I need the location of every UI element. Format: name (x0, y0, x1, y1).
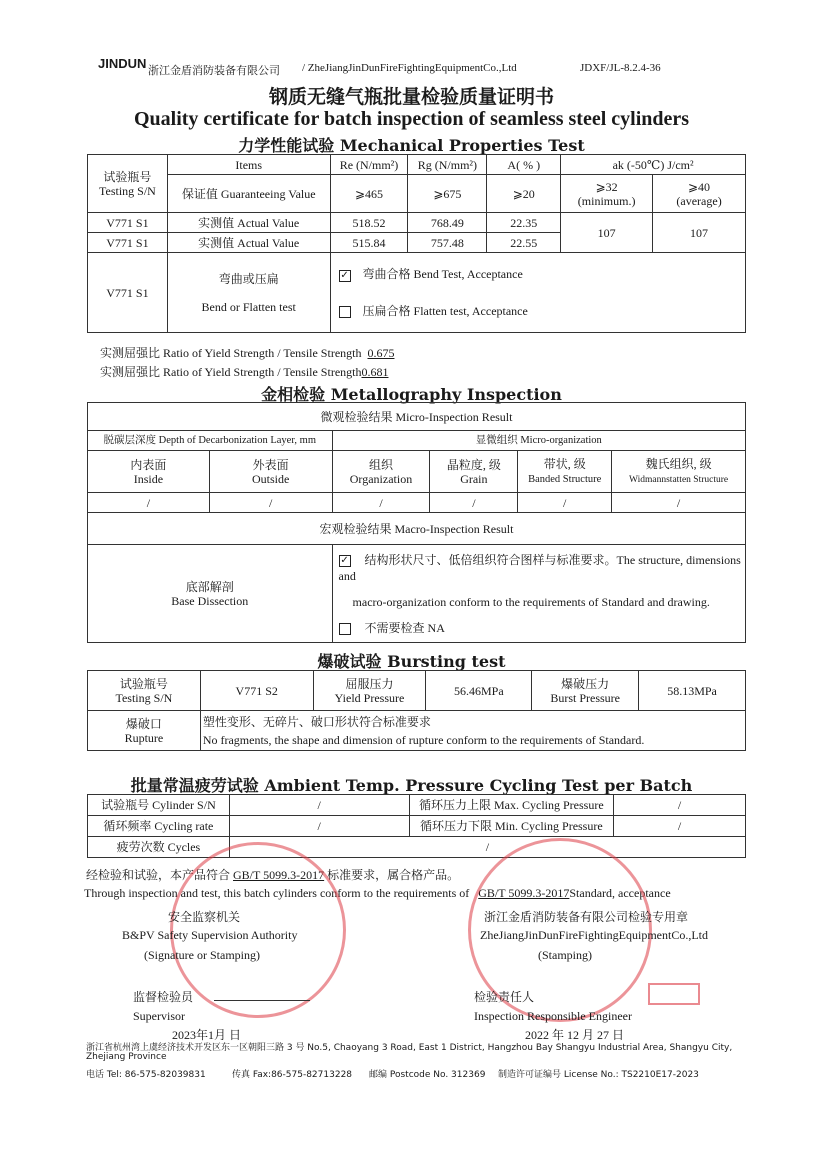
bend-sn: V771 S1 (88, 253, 168, 333)
table-row (88, 795, 746, 816)
cycles-label: 疲劳次数 Cycles (88, 837, 230, 858)
cycling-rate-value: / (229, 816, 409, 837)
supervisor-date: 2023年1月 日 (172, 1028, 242, 1042)
footer-postcode: 邮编 Postcode No. 312369 (369, 1070, 486, 1080)
company-name-en: / ZheJiangJinDunFireFightingEquipmentCo.,Ltd (302, 62, 517, 74)
company-stamping-note: (Stamping) (538, 948, 592, 962)
na-checkbox (339, 623, 351, 635)
yield-label: 屈服压力 Yield Pressure (313, 671, 426, 711)
max-pressure-label: 循环压力上限 Max. Cycling Pressure (409, 795, 614, 816)
val-grain: / (430, 493, 518, 513)
mech-table (87, 154, 746, 333)
cycle-section-title: 批量常温疲劳试验 Ambient Temp. Pressure Cycling Test per Batch (130, 776, 693, 795)
row2-rg: 757.48 (408, 233, 487, 253)
base-dissection-label: 底部解剖 Base Dissection (88, 545, 333, 643)
company-stamp-cn: 浙江金盾消防装备有限公司检验专用章 (484, 910, 689, 924)
conclusion-cn: 经检验和试验，本产品符合 GB/T 5099.3-2017 标准要求，属合格产品。 (86, 868, 460, 882)
title-cn: 钢质无缝气瓶批量检验质量证明书 (268, 86, 554, 108)
bend-acceptance: 弯曲合格 Bend Test, Acceptance (362, 267, 523, 282)
macro-text-1: 结构形状尺寸、低倍组织符合图样与标准要求。The structure, dimensions and (338, 552, 741, 583)
standard-cn: GB/T 5099.3-2017 (233, 868, 325, 882)
table-row (88, 816, 746, 837)
document-code: JDXF/JL-8.2.4-36 (580, 62, 661, 74)
table-row (88, 493, 746, 513)
supervisor-en: Supervisor (133, 1009, 185, 1023)
standard-en: GB/T 5099.3-2017 (478, 886, 570, 900)
ratio-line-2: 实测屈强比 Ratio of Yield Strength / Tensile Strength0.681 (100, 365, 389, 379)
na-label: 不需要检查 NA (364, 620, 445, 635)
col-organization: 组织 Organization (332, 451, 430, 493)
cycle-table (87, 794, 746, 858)
row2-label: 实测值 Actual Value (167, 233, 330, 253)
company-logo: JINDUN (98, 56, 147, 71)
table-row (88, 837, 746, 858)
re-header: Re (N/mm²) (330, 155, 408, 175)
engineer-seal-stamp (648, 983, 700, 1005)
guarantee-label: 保证值 Guaranteeing Value (167, 175, 330, 213)
cycles-value: / (229, 837, 745, 858)
ak-header: ak (-50℃) J/cm² (561, 155, 746, 175)
company-stamp-en: ZheJiangJinDunFireFightingEquipmentCo.,Ltd (480, 928, 708, 942)
bend-results (330, 253, 745, 333)
ratio-line-1: 实测屈强比 Ratio of Yield Strength / Tensile Strength 0.675 (100, 346, 395, 360)
flatten-acceptance: 压扁合格 Flatten test, Acceptance (362, 303, 528, 318)
guarantee-re: ⩾465 (330, 175, 408, 213)
row1-rg: 768.49 (408, 213, 487, 233)
cycling-rate-label: 循环频率 Cycling rate (88, 816, 230, 837)
macro-checkbox: ✓ (340, 554, 349, 566)
guarantee-rg: ⩾675 (408, 175, 487, 213)
macro-result (332, 545, 745, 643)
col-widmannstatten: 魏氏组织, 级 Widmannstatten Structure (612, 451, 746, 493)
engineer-date: 2022 年 12 月 27 日 (525, 1028, 625, 1042)
guarantee-a: ⩾20 (487, 175, 561, 213)
row1-label: 实测值 Actual Value (167, 213, 330, 233)
footer-province: Zhejiang Province (86, 1052, 167, 1062)
rupture-text: 塑性变形、无碎片、破口形状符合标准要求 No fragments, the shape and dimension of rupture conform to the requirements of Standard. (200, 711, 745, 751)
authority-en: B&PV Safety Supervision Authority (122, 928, 298, 942)
metal-section-title: 金相检验 Metallography Inspection (261, 385, 562, 404)
col-grain: 晶粒度, 级 Grain (430, 451, 518, 493)
table-row (88, 213, 746, 233)
min-pressure-value: / (614, 816, 746, 837)
burst-table (87, 670, 746, 751)
max-pressure-value: / (614, 795, 746, 816)
ak-min-value: 107 (561, 213, 653, 253)
guarantee-ak-min: ⩾32 (minimum.) (561, 175, 653, 213)
rupture-label: 爆破口 Rupture (88, 711, 201, 751)
metal-table (87, 402, 746, 643)
bend-checkbox: ✓ (340, 269, 349, 281)
macro-title: 宏观检验结果 Macro-Inspection Result (88, 513, 746, 545)
row1-sn: V771 S1 (88, 213, 168, 233)
val-inside: / (88, 493, 210, 513)
val-organization: / (332, 493, 430, 513)
engineer-cn: 检验责任人 (474, 990, 535, 1004)
col-outside: 外表面 Outside (209, 451, 332, 493)
row1-a: 22.35 (487, 213, 561, 233)
title-en: Quality certificate for batch inspection of seamless steel cylinders (133, 108, 690, 130)
micro-title: 微观检验结果 Micro-Inspection Result (88, 403, 746, 431)
burst-sn: V771 S2 (200, 671, 313, 711)
cylinder-sn-label: 试验瓶号 Cylinder S/N (88, 795, 230, 816)
engineer-en: Inspection Responsible Engineer (474, 1009, 632, 1023)
items-header: Items (167, 155, 330, 175)
authority-signature-note: (Signature or Stamping) (144, 948, 260, 962)
col-banded: 带状, 级 Banded Structure (518, 451, 612, 493)
guarantee-ak-avg: ⩾40 (average) (653, 175, 746, 213)
footer-fax: 传真 Fax:86-575-82713228 (232, 1070, 353, 1080)
testing-sn-header: 试验瓶号 Testing S/N (88, 155, 168, 213)
min-pressure-label: 循环压力下限 Min. Cycling Pressure (409, 816, 614, 837)
rg-header: Rg (N/mm²) (408, 155, 487, 175)
mech-section-title: 力学性能试验 Mechanical Properties Test (238, 136, 585, 155)
val-widmannstatten: / (612, 493, 746, 513)
a-header: A( % ) (487, 155, 561, 175)
col-inside: 内表面 Inside (88, 451, 210, 493)
ak-avg-value: 107 (653, 213, 746, 253)
burst-sn-label: 试验瓶号 Testing S/N (88, 671, 201, 711)
ratio-value-2: 0.681 (361, 365, 389, 379)
ratio-value-1: 0.675 (367, 346, 395, 360)
footer-license: 制造许可证编号 License No.: TS2210E17-2023 (498, 1070, 699, 1080)
micro-org-header: 显微组织 Micro-organization (332, 431, 745, 451)
company-name-cn: 浙江金盾消防装备有限公司 (148, 64, 280, 77)
supervisor-signature-line (214, 1000, 310, 1001)
decarb-header: 脱碳层深度 Depth of Decarbonization Layer, mm (88, 431, 333, 451)
burst-label: 爆破压力 Burst Pressure (532, 671, 639, 711)
authority-cn: 安全监察机关 (168, 910, 241, 924)
yield-value: 56.46MPa (426, 671, 532, 711)
conclusion-en: Through inspection and test, this batch cylinders conform to the requirements of GB/T 5099.3-2017Standard, acceptance (84, 886, 671, 900)
cylinder-sn-value: / (229, 795, 409, 816)
row2-sn: V771 S1 (88, 233, 168, 253)
burst-section-title: 爆破试验 Bursting test (317, 652, 506, 671)
val-banded: / (518, 493, 612, 513)
macro-text-2: macro-organization conform to the requirements of Standard and drawing. (352, 594, 710, 609)
flatten-checkbox (339, 306, 351, 318)
footer-address: 浙江省杭州湾上虞经济技术开发区东一区朝阳三路 3 号 No.5, Chaoyang 3 Road, East 1 District, Hangzhou Bay Shangyu Industrial Area, Shangyu City, (86, 1043, 733, 1053)
bend-label: 弯曲或压扁 Bend or Flatten test (167, 253, 330, 333)
row2-a: 22.55 (487, 233, 561, 253)
row2-re: 515.84 (330, 233, 408, 253)
supervisor-cn: 监督检验员 (133, 990, 194, 1004)
val-outside: / (209, 493, 332, 513)
row1-re: 518.52 (330, 213, 408, 233)
footer-tel: 电话 Tel: 86-575-82039831 (86, 1070, 206, 1080)
burst-value: 58.13MPa (639, 671, 746, 711)
